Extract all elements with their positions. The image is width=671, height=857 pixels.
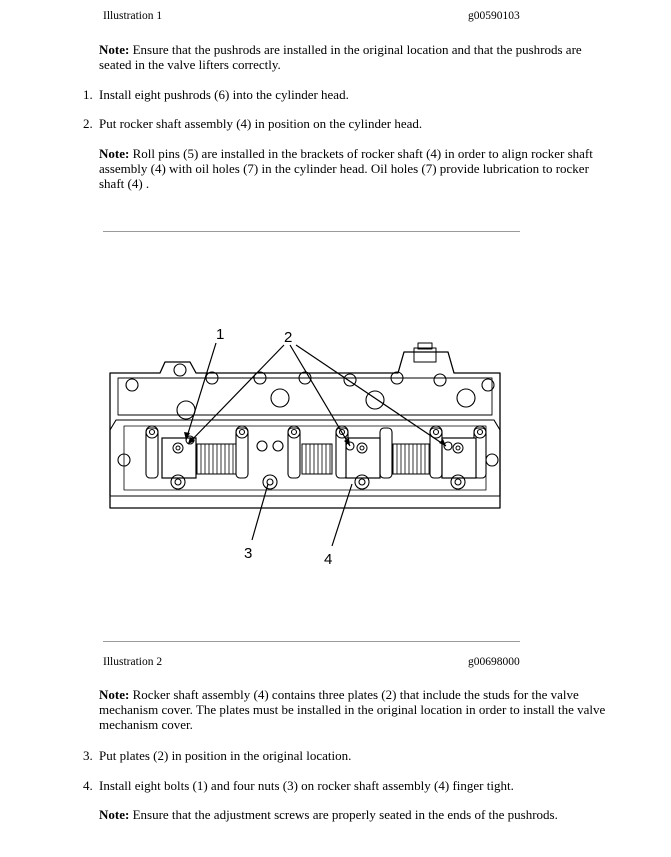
note-text: Ensure that the pushrods are installed in the original location and that the pushrods are seated in the valve lifters correctly. [99, 42, 582, 72]
illustration-label: Illustration 1 [103, 10, 163, 22]
bolt-hole [177, 401, 195, 419]
step-number: 2. [83, 116, 93, 131]
note-text: Roll pins (5) are installed in the brackets of rocker shaft (4) in order to align rocker shaft assembly (4) with oil holes (7) in the cylinder head. Oil holes (7) provide lubrication to rocker shaft (4) . [99, 146, 593, 191]
bolt-hole [434, 374, 446, 386]
note-prefix: Note: [99, 807, 130, 822]
step-number: 3. [83, 748, 93, 763]
callout-2: 2 [284, 329, 293, 346]
callout-4: 4 [324, 551, 333, 568]
plate [346, 438, 380, 478]
note-prefix: Note: [99, 42, 130, 57]
step-text: Put rocker shaft assembly (4) in position on the cylinder head. [99, 116, 423, 131]
callout-labels [216, 326, 332, 568]
note-3 [99, 687, 609, 732]
illustration-code: g00590103 [468, 10, 520, 22]
callout-1: 1 [216, 326, 225, 343]
illustration-label: Illustration 2 [103, 656, 163, 668]
bolt-hole [126, 379, 138, 391]
bolt-hole [457, 389, 475, 407]
step-text: Install eight bolts (1) and four nuts (3) on rocker shaft assembly (4) finger tight. [99, 778, 514, 793]
bolt-hole [271, 389, 289, 407]
plate [442, 438, 476, 478]
note-4 [99, 807, 619, 822]
step-text: Put plates (2) in position in the original location. [99, 748, 352, 763]
step-number: 4. [83, 778, 93, 793]
bolt-hole [486, 454, 498, 466]
step-text: Install eight pushrods (6) into the cylinder head. [99, 87, 349, 102]
note-prefix: Note: [99, 687, 130, 702]
note-text: Rocker shaft assembly (4) contains three plates (2) that include the studs for the valve mechanism cover. The plates must be installed in the original location in order to install the valve mechanism cover. [99, 687, 606, 732]
top-boss [414, 348, 436, 362]
callout-3: 3 [244, 545, 253, 562]
illustration-code: g00698000 [468, 656, 520, 668]
step-number: 1. [83, 87, 93, 102]
note-text: Ensure that the adjustment screws are properly seated in the ends of the pushrods. [132, 807, 558, 822]
bolt-hole [174, 364, 186, 376]
note-prefix: Note: [99, 146, 130, 161]
